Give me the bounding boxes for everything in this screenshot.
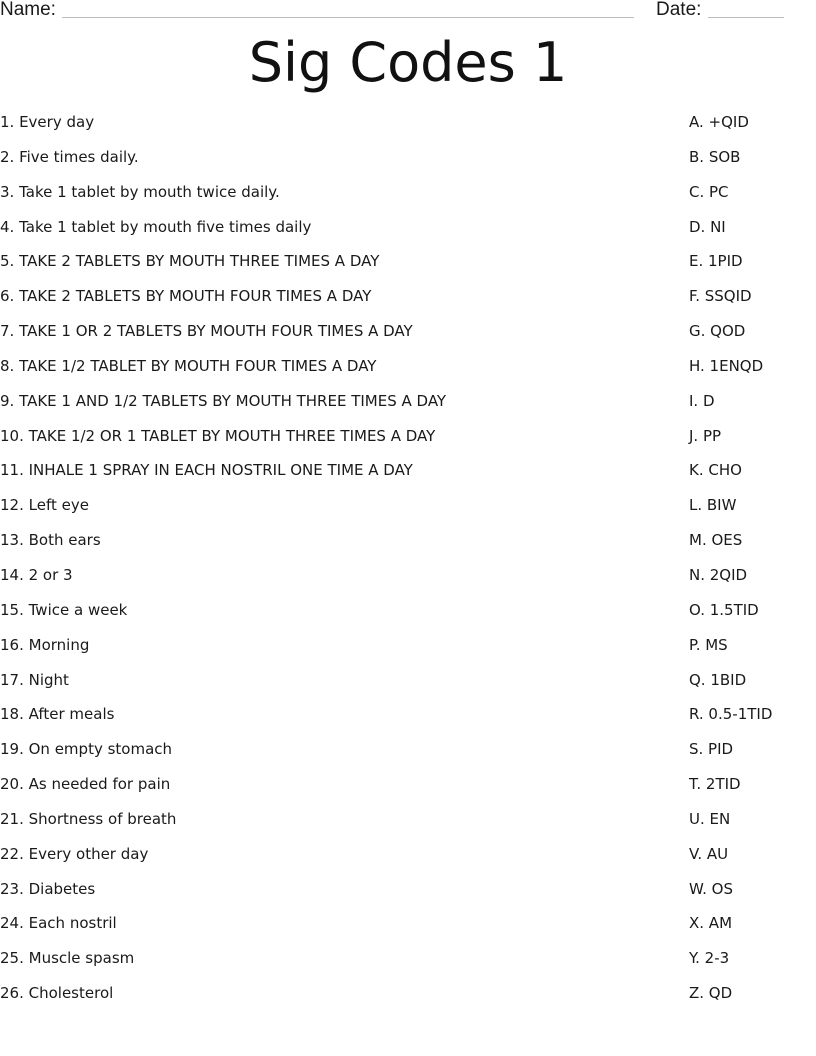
date-label: Date: (656, 0, 702, 20)
answer-item: E. 1PID (689, 252, 743, 271)
clue-item: 5. TAKE 2 TABLETS BY MOUTH THREE TIMES A DAY (0, 252, 380, 271)
answer-item: Y. 2-3 (689, 949, 730, 968)
answer-item: X. AM (689, 914, 733, 933)
clue-item: 4. Take 1 tablet by mouth five times daily (0, 217, 312, 236)
answer-item: C. PC (689, 182, 729, 201)
answer-item: S. PID (689, 740, 734, 759)
clue-item: 2. Five times daily. (0, 147, 139, 166)
answer-item: O. 1.5TID (689, 600, 759, 619)
clue-item: 14. 2 or 3 (0, 565, 73, 584)
clue-item: 3. Take 1 tablet by mouth twice daily. (0, 182, 280, 201)
clue-item: 20. As needed for pain (0, 775, 171, 794)
answer-item: K. CHO (689, 461, 742, 480)
clue-item: 16. Morning (0, 635, 90, 654)
clue-item: 21. Shortness of breath (0, 809, 177, 828)
worksheet-header (0, 0, 816, 24)
answer-list (689, 110, 814, 1016)
answer-item: B. SOB (689, 147, 741, 166)
clue-item: 1. Every day (0, 113, 95, 131)
answer-item: T. 2TID (689, 775, 741, 794)
clue-item: 12. Left eye (0, 496, 89, 515)
name-label: Name: (0, 0, 56, 20)
answer-item: W. OS (689, 879, 733, 898)
page-title: Sig Codes 1 (248, 31, 568, 94)
clue-item: 10. TAKE 1/2 OR 1 TABLET BY MOUTH THREE TIMES A DAY (0, 426, 436, 445)
answer-item: P. MS (689, 635, 728, 654)
answer-item: U. EN (689, 809, 731, 828)
clue-item: 7. TAKE 1 OR 2 TABLETS BY MOUTH FOUR TIMES A DAY (0, 322, 413, 341)
answer-item: R. 0.5-1TID (689, 705, 773, 724)
clue-item: 17. Night (0, 670, 69, 689)
clue-item: 15. Twice a week (0, 600, 128, 619)
clue-item: 22. Every other day (0, 844, 149, 863)
answer-item: F. SSQID (689, 287, 752, 306)
answer-item: Q. 1BID (689, 670, 747, 689)
answer-item: J. PP (689, 426, 722, 445)
clue-item: 18. After meals (0, 705, 115, 724)
clue-item: 11. INHALE 1 SPRAY IN EACH NOSTRIL ONE TIME A DAY (0, 461, 413, 480)
answer-item: Z. QD (689, 984, 733, 1003)
answer-item: G. QOD (689, 322, 746, 341)
clue-item: 25. Muscle spasm (0, 949, 135, 968)
clue-item: 26. Cholesterol (0, 984, 114, 1003)
answer-item: D. NI (689, 217, 726, 236)
answer-item: H. 1ENQD (689, 356, 764, 375)
answer-item: I. D (689, 391, 715, 410)
answer-item: M. OES (689, 531, 743, 550)
clue-item: 8. TAKE 1/2 TABLET BY MOUTH FOUR TIMES A DAY (0, 356, 377, 375)
clue-item: 23. Diabetes (0, 879, 96, 898)
answer-item: N. 2QID (689, 565, 748, 584)
answer-item: V. AU (689, 844, 729, 863)
clue-item: 19. On empty stomach (0, 740, 173, 759)
clue-item: 13. Both ears (0, 531, 101, 550)
clue-list (0, 110, 640, 1016)
date-blank-line (708, 17, 784, 18)
clue-item: 9. TAKE 1 AND 1/2 TABLETS BY MOUTH THREE TIMES A DAY (0, 391, 447, 410)
name-blank-line (62, 17, 634, 18)
clue-item: 24. Each nostril (0, 914, 117, 933)
answer-item: L. BIW (689, 496, 737, 515)
clue-item: 6. TAKE 2 TABLETS BY MOUTH FOUR TIMES A DAY (0, 287, 372, 306)
answer-item: A. +QID (689, 113, 749, 131)
